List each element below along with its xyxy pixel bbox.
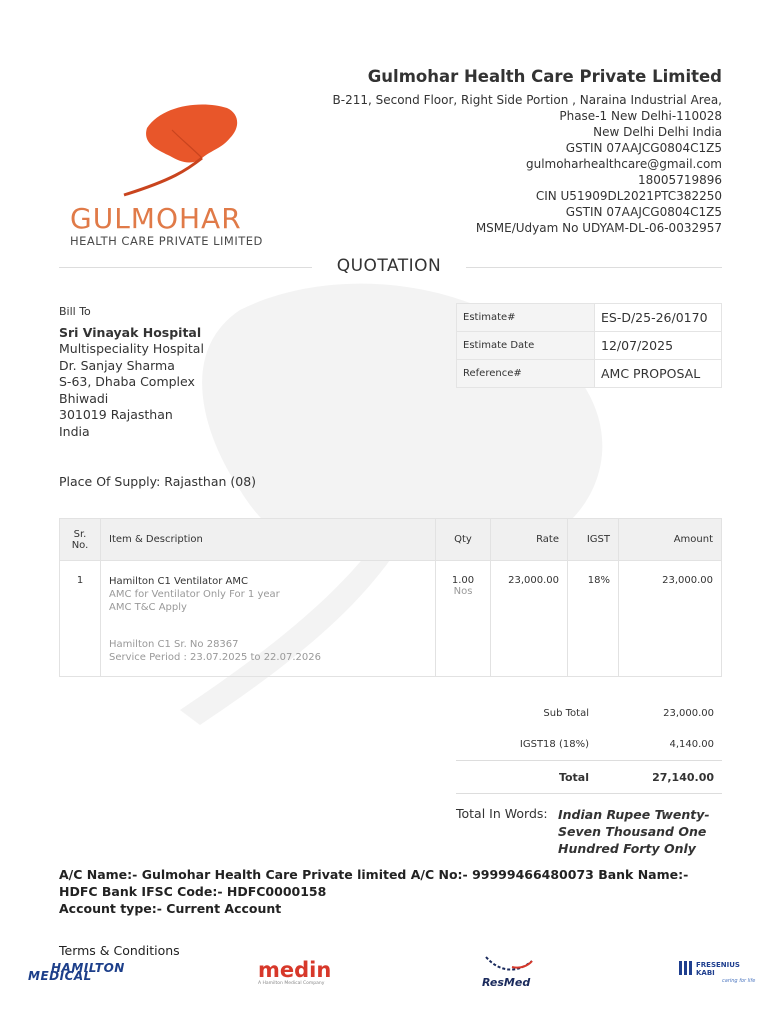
item-desc-line: Service Period : 23.07.2025 to 22.07.2026 — [109, 652, 321, 663]
company-name: Gulmohar Health Care Private Limited — [367, 67, 722, 86]
estimate-value: ES-D/25-26/0170 — [595, 304, 722, 332]
table-row — [60, 561, 722, 677]
bill-to-name: Sri Vinayak Hospital — [59, 324, 202, 340]
igst-row — [456, 729, 722, 761]
item-desc-line — [109, 626, 427, 638]
company-address-line: New Delhi Delhi India — [593, 125, 722, 139]
estimate-value: 12/07/2025 — [595, 332, 722, 360]
igst-value: 4,140.00 — [669, 739, 714, 750]
item-desc-line: Hamilton C1 Sr. No 28367 — [109, 639, 239, 650]
bill-to-label: Bill To — [59, 305, 91, 318]
bill-to-line: Dr. Sanjay Sharma — [59, 357, 175, 373]
total-value: 27,140.00 — [597, 761, 722, 794]
resmed-logo: ResMed — [482, 976, 531, 989]
subtotal-label: Sub Total — [543, 708, 589, 719]
fresenius-logo — [696, 961, 740, 977]
item-name: Hamilton C1 Ventilator AMC — [109, 576, 248, 587]
company-gstin: GSTIN 07AAJCG0804C1Z5 — [565, 141, 722, 155]
items-header-row — [60, 519, 722, 561]
company-msme: MSME/Udyam No UDYAM-DL-06-0032957 — [475, 221, 722, 235]
company-phone: 18005719896 — [638, 173, 722, 187]
header-item: Item & Description — [101, 519, 436, 561]
header-rate: Rate — [491, 519, 568, 561]
bill-to-line: S-63, Dhaba Complex — [59, 374, 195, 389]
document-title: QUOTATION — [312, 256, 466, 276]
header-sr-no — [60, 519, 101, 561]
subtotal-value: 23,000.00 — [663, 708, 714, 719]
hamilton-logo-line1: HAMILTON — [51, 961, 125, 975]
bank-account-info: A/C Name:- Gulmohar Health Care Private limited A/C No:- 99999466480073 Bank Name:- HDFC Bank IFSC Code:- HDFC0000158 — [59, 867, 689, 899]
gulmohar-flower-icon — [62, 100, 302, 200]
row-igst: 18% — [568, 561, 619, 677]
company-address-line: B-211, Second Floor, Right Side Portion , Naraina Industrial Area, — [332, 93, 722, 107]
row-item — [101, 561, 436, 677]
estimate-value: AMC PROPOSAL — [595, 360, 722, 388]
total-label: Total — [456, 761, 597, 794]
company-gstin: GSTIN 07AAJCG0804C1Z5 — [565, 205, 722, 219]
company-email[interactable]: gulmoharhealthcare@gmail.com — [525, 157, 722, 171]
bill-to-line: Multispeciality Hospital — [59, 341, 204, 356]
medin-logo-subtitle: A Hamilton Medical Company — [258, 981, 325, 986]
estimate-row — [457, 360, 722, 388]
header-amount: Amount — [619, 519, 722, 561]
company-address-line: Phase-1 New Delhi-110028 — [559, 109, 722, 123]
estimate-row — [457, 304, 722, 332]
item-desc-line: AMC T&C Apply — [109, 602, 187, 613]
bill-to-line: India — [59, 423, 90, 439]
header-igst: IGST — [568, 519, 619, 561]
header-sr-line: No. — [71, 539, 89, 551]
total-row — [456, 761, 722, 794]
row-qty — [436, 561, 491, 677]
estimate-info-table — [456, 303, 722, 388]
header-qty: Qty — [436, 519, 491, 561]
fresenius-tagline: caring for life — [722, 978, 756, 984]
bill-to-section — [59, 304, 204, 440]
item-desc-line — [109, 614, 427, 626]
items-table — [59, 518, 722, 677]
row-rate: 23,000.00 — [491, 561, 568, 677]
fresenius-line2: KABI — [696, 969, 715, 977]
bill-to-line: 301019 Rajasthan — [59, 407, 173, 422]
item-desc-line: AMC for Ventilator Only For 1 year — [109, 589, 280, 600]
company-logo — [62, 100, 302, 250]
logo-subtitle: HEALTH CARE PRIVATE LIMITED — [70, 234, 263, 248]
bill-to-line: Bhiwadi — [59, 390, 109, 406]
account-type: Account type:- Current Account — [59, 901, 282, 916]
totals-table — [456, 698, 722, 794]
logo-wordmark: GULMOHAR — [70, 202, 242, 235]
estimate-row — [457, 332, 722, 360]
resmed-arc-icon — [482, 953, 536, 975]
qty-value: 1.00 — [451, 575, 475, 586]
fresenius-mark-icon — [678, 960, 694, 976]
hamilton-logo-line2: MEDICAL — [28, 969, 92, 983]
fresenius-line1: FRESENIUS — [696, 961, 740, 969]
terms-conditions-label: Terms & Conditions — [59, 943, 180, 958]
company-header — [333, 67, 723, 236]
header-sr-line: Sr. — [73, 528, 87, 540]
bank-details — [59, 866, 729, 917]
row-amount: 23,000.00 — [619, 561, 722, 677]
igst-label: IGST18 (18%) — [519, 739, 589, 750]
medin-logo: medin — [258, 958, 332, 982]
estimate-label: Estimate# — [457, 304, 595, 332]
company-cin: CIN U51909DL2021PTC382250 — [535, 189, 722, 203]
total-in-words-value: Indian Rupee Twenty-Seven Thousand One Hundred Forty Only — [558, 807, 710, 856]
qty-unit: Nos — [453, 586, 473, 597]
subtotal-row — [456, 698, 722, 729]
total-in-words-label: Total In Words: — [456, 806, 548, 821]
place-of-supply: Place Of Supply: Rajasthan (08) — [59, 474, 257, 489]
estimate-label: Estimate Date — [457, 332, 595, 360]
estimate-label: Reference# — [457, 360, 595, 388]
row-sr: 1 — [60, 561, 101, 677]
